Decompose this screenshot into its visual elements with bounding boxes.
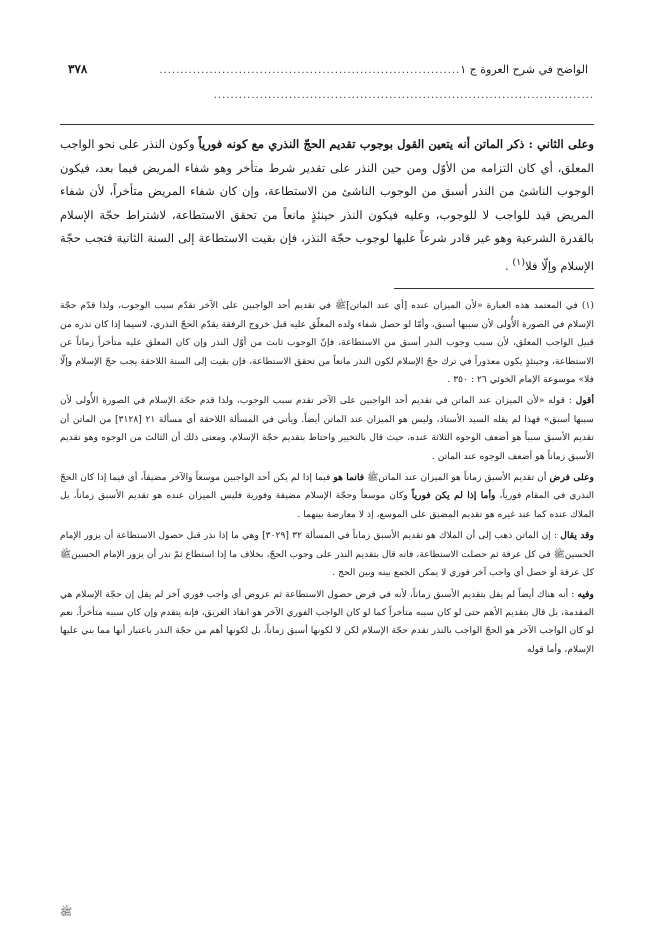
footnote-text: : قوله «لأن الميزان عند الماتن في تقديم أحد الواجبين على الآخر تقدم سبب الوجوب، ولذا قدم حجّة الإسلام في الصورة الأُولى لأن سببها أسبق» فهذا لم يقله السيد الأستاذ، وليس هو الميزان عند الماتن أيضاً. ويأتي في المسألة اللاحقة أي مسألة ٢١ [٣١٢٨] من الماتن أن تقديم الأسبق سبباً هو أضعف الوجوه الثلاثة عنده، حيث قال بالتخيير واحتاط بتقديم حجّة الإسلام، ومعنى ذلك أن الثالث من الوجوه وهو تقديم الأسبق زماناً هو أضعف الوجوه عند الماتن . — [60, 395, 594, 462]
header-rule — [60, 124, 594, 125]
footnote-separator — [394, 288, 594, 289]
header-dots: ........................................................................ — [159, 65, 461, 76]
footnote-text: : أنه هناك أيضاً لم يقل بتقديم الأسبق زماناً، لأنه في فرض حصول الاستطاعة ثم عروض أي واجب فوري آخر لم يقل إن حجّة الإسلام هي المقدمة، بل قال بتقديم الأهم حتى لو كان سببه متأخراً كما لو كان الواجب الفوري الآخر هو انقاذ الغريق، فإنه يتقدم وإن كان سببه متأخراً. نعم لو كان الواجب الآخر هو الحجّ الواجب بالنذر تقدم حجّة الإسلام لكن لا لكونها أسبق زماناً، بل لكونها أهم من حجّة النذر باعتبار أنها مما بني عليها الإسلام، وأما قوله — [60, 588, 594, 655]
footnote-bold: وأما إذا لم يكن فورياً — [411, 490, 496, 502]
footnote-text: وكان موسعاً وحجّة الإسلام مضيقة وفورية فليس الميزان عنده هو تقديم الأسبق زماناً، بل الملاك عنده كما عند غيره هو تقديم المضيق على الموسع، إذ لا معارضة بينهما . — [60, 490, 594, 520]
footnote-text: فيما إذا لم يكن أحد الواجبين موسعاً والآخر مضيقاً، أي فيما إذا كان الحجّ النذري في المقام فورياً، — [60, 472, 594, 502]
paragraph-end: . — [504, 258, 513, 273]
footnote-ref: (١) — [512, 256, 526, 268]
dotted-line: ........................................................................................... — [213, 90, 594, 101]
continuation-mark: ﷺ — [60, 907, 73, 918]
footnote-bold: وعلى فرض — [549, 472, 594, 484]
footnote-text: : إن الماتن ذهب إلى أن الملاك هو تقديم الأسبق زماناً في المسألة ٣٢ [٣٠٢٩] وهي ما إذا نذر قبل حصول الاستطاعة أن يزور الإمام الحسينﷺ في كل عرفة ثم حصلت الاستطاعة، فانه قال بتقديم النذر على وجوب الحجّ، بخلاف ما إذا استطاع ثمّ نذر أن يزور الإمام الحسينﷺ كل عرفة أو حصل أي واجب آخر فوري لا يمكن الجمع بينه وبين الحج . — [60, 530, 594, 579]
main-paragraph — [60, 133, 594, 278]
footnote-bold: أقول — [575, 395, 594, 407]
footnote-bold: فانما هو — [333, 472, 365, 484]
footnote-para-4 — [60, 527, 594, 582]
book-title: الواضح في شرح العروة ج ١ — [460, 63, 588, 76]
page-number: ٣٧٨ — [68, 62, 88, 76]
book-page — [60, 62, 594, 662]
footnote-para-2 — [60, 392, 594, 466]
footnote-para-5 — [60, 586, 594, 660]
footnote-marker: (١) — [581, 300, 594, 312]
footnote-para-3 — [60, 469, 594, 524]
footnotes — [60, 297, 594, 659]
footnote-text: أن تقديم الأسبق زماناً هو الميزان عند الماتنﷺ — [364, 472, 550, 484]
footnote-1 — [60, 297, 594, 389]
paragraph-text: وكون النذر على نحو الواجب المعلق، أي كان التزامه من الأوّل ومن حين النذر على تقدير شرط متأخر وهو شفاء المريض فيما بعد، فيكون الوجوب الناشئ من النذر أسبق من الوجوب الناشئ من الاستطاعة، وإن كان شفاء المريض متأخراً، لأن شفاء المريض قيد للواجب لا للوجوب، وعليه فيكون النذر حينئذٍ مانعاً من تحقق الاستطاعة، لاشتراط حجّة الإسلام بالقدرة الشرعية وهو غير قادر شرعاً عليها لوجوب حجّة النذر، فإن بقيت الاستطاعة إلى السنة الثانية فتجب حجّة الإسلام وإلّا فلا — [60, 137, 594, 273]
footnote-bold: وقد يقال — [560, 530, 594, 542]
footnote-bold: وفيه — [577, 588, 594, 600]
footnote-text: في المعتمد هذه العبارة «لأن الميزان عنده [أي عند الماتن]ﷺ في تقديم أحد الواجبين على الآخر تقدّم سبب الوجوب، ولذا قدّم حجّة الإسلام في الصورة الأُولى لأن سببها أسبق، وأمّا لو حصل شفاء ولده المعلّق عليه قبل خروج الرفقة يقدّم الحجّ النذري، لاسيما إذا كان نذره من قبيل الواجب المعلق، لأن سبب وجوب النذر أسبق من الاستطاعة، فإنّ الوجوب ثابت من أوّل النذر وإن كان المعلق عليه متأخراً زماناً عن الاستطاعة، وحينئذٍ يكون معذوراً في ترك حجّ الإسلام لكون النذر مانعاً من تحقق الاستطاعة، فإن بقيت إلى السنة اللاحقة يجب حجّ الإسلام وإلّا فلا» موسوعة الإمام الخوئي ٢٦ : ٣٥٠ . — [60, 300, 594, 386]
running-header — [60, 62, 594, 86]
paragraph-bold-intro: وعلى الثاني : ذكر الماتن أنه يتعين القول بوجوب تقديم الحجّ النذري مع كونه فورياً — [198, 137, 594, 151]
